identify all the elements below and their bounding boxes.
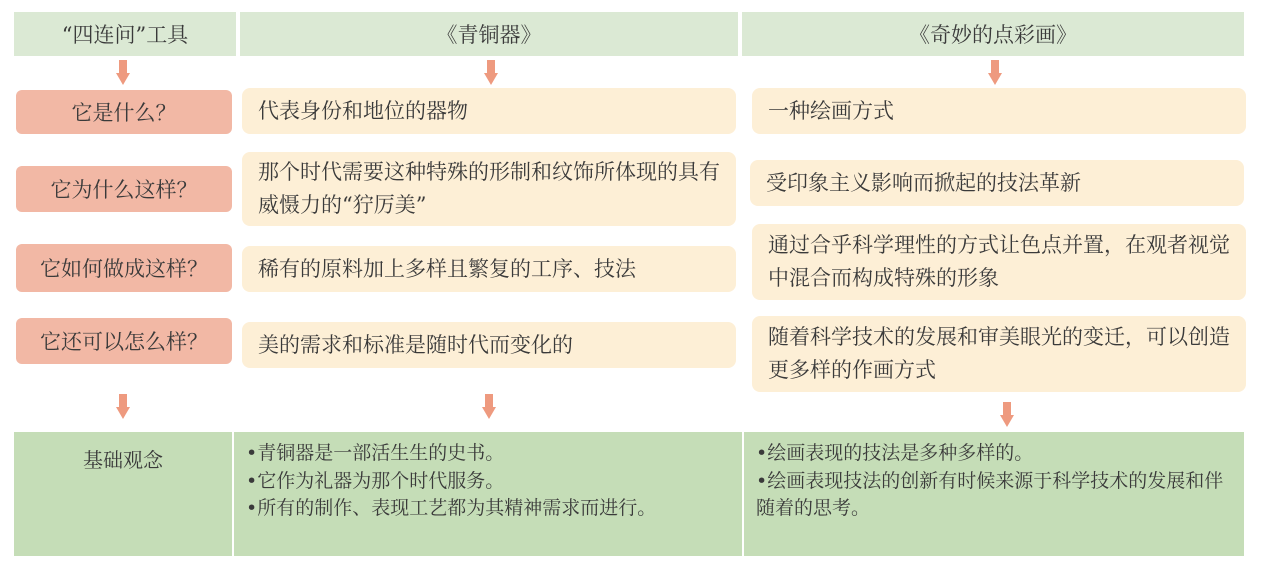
arrow-down-icon [116, 60, 130, 86]
footer-bronze-list [234, 432, 742, 556]
footer-pointillism-item: •绘画表现的技法是多种多样的。 [756, 442, 1034, 464]
arrow-down-icon [484, 60, 498, 86]
footer-pointillism-item: •绘画表现技法的创新有时候来源于科学技术的发展和伴随着的思考。 [756, 469, 1224, 520]
question-why: 它为什么这样？ [16, 166, 232, 212]
bronze-answer-3: 稀有的原料加上多样且繁复的工序、技法 [242, 246, 736, 292]
question-what-else: 它还可以怎么样？ [16, 318, 232, 364]
footer-label: 基础观念 [14, 432, 232, 556]
header-pointillism: 《奇妙的点彩画》 [742, 12, 1244, 56]
arrow-down-icon [482, 394, 496, 420]
question-how: 它如何做成这样？ [16, 244, 232, 292]
arrow-down-icon [988, 60, 1002, 86]
footer-bronze-item: •青铜器是一部活生生的史书。 [246, 442, 505, 464]
bronze-answer-2: 那个时代需要这种特殊的形制和纹饰所体现的具有威慑力的“狞厉美” [242, 152, 736, 226]
arrow-down-icon [1000, 402, 1014, 428]
footer-bronze-item: •它作为礼器为那个时代服务。 [246, 469, 505, 492]
bronze-answer-4: 美的需求和标准是随时代而变化的 [242, 322, 736, 368]
pointillism-answer-4: 随着科学技术的发展和审美眼光的变迁，可以创造更多样的作画方式 [752, 316, 1246, 392]
bronze-answer-1: 代表身份和地位的器物 [242, 88, 736, 134]
question-what: 它是什么？ [16, 90, 232, 134]
header-bronze: 《青铜器》 [240, 12, 738, 56]
header-tool: “四连问”工具 [14, 12, 236, 56]
pointillism-answer-2: 受印象主义影响而掀起的技法革新 [750, 160, 1244, 206]
footer-pointillism-list [744, 432, 1244, 556]
pointillism-answer-1: 一种绘画方式 [752, 88, 1246, 134]
footer-bronze-item: •所有的制作、表现工艺都为其精神需求而进行。 [246, 497, 657, 520]
pointillism-answer-3: 通过合乎科学理性的方式让色点并置，在观者视觉中混合而构成特殊的形象 [752, 224, 1246, 300]
arrow-down-icon [116, 394, 130, 420]
